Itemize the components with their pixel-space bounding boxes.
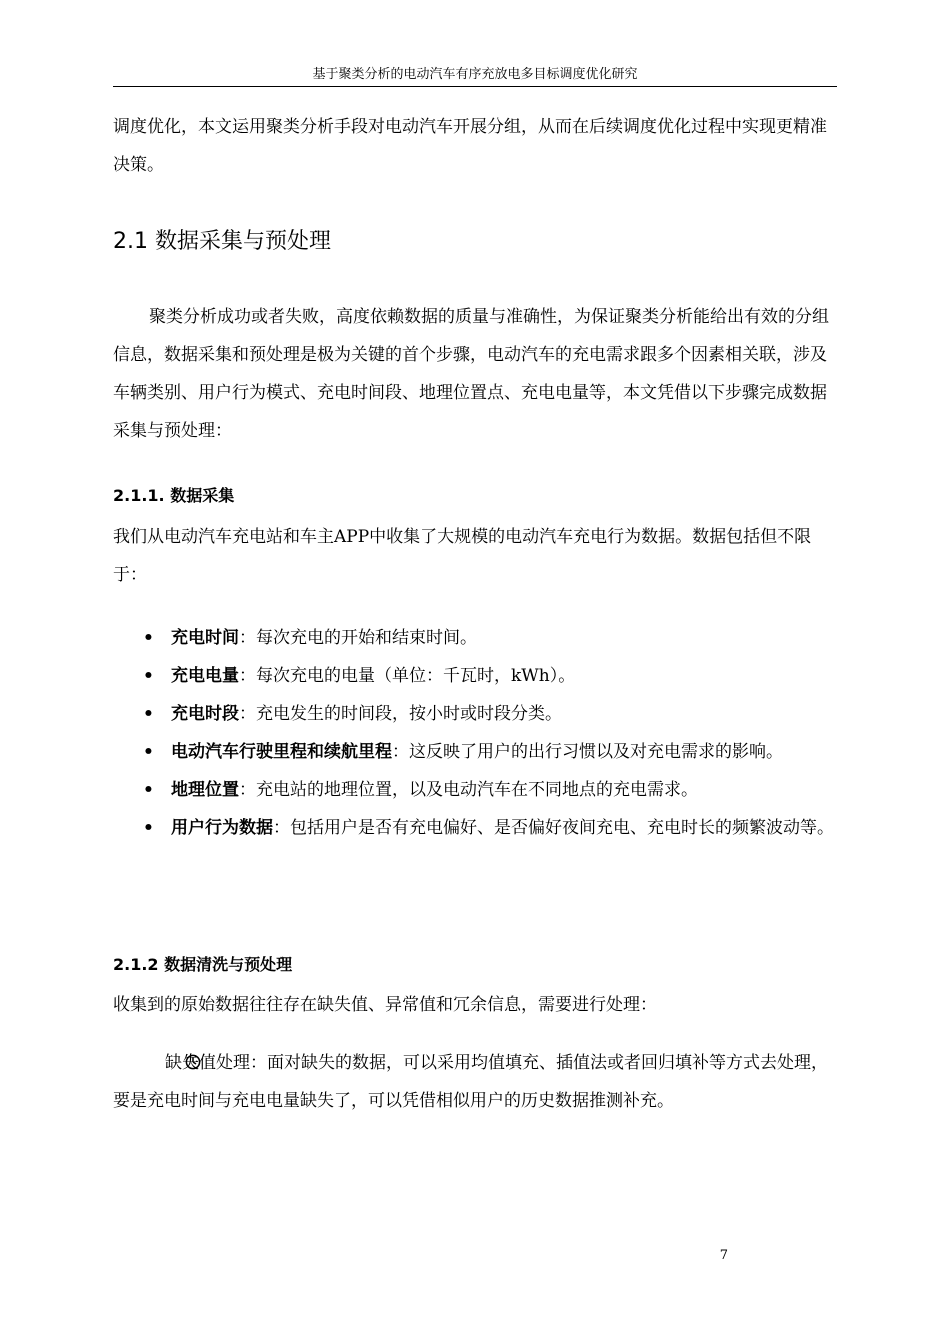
bullet-icon: • [143, 818, 154, 838]
item-desc: ：每次充电的电量（单位：千瓦时，kWh）。 [239, 666, 576, 686]
item-term: 地理位置 [171, 780, 239, 800]
bullet-icon: • [143, 780, 154, 800]
intro-paragraph: 调度优化，本文运用聚类分析手段对电动汽车开展分组，从而在后续调度优化过程中实现更精准决策。 [113, 117, 827, 175]
section-2-1-2-paragraph: 收集到的原始数据往往存在缺失值、异常值和冗余信息，需要进行处理： [113, 995, 657, 1015]
item-term: 用户行为数据 [171, 818, 273, 838]
item-term: 充电时段 [171, 704, 239, 724]
item-term: 充电时间 [171, 628, 239, 648]
item-desc: ：每次充电的开始和结束时间。 [239, 628, 477, 648]
item-desc: ：充电发生的时间段，按小时或时段分类。 [239, 704, 562, 724]
list-item [113, 695, 837, 733]
missing-value-paragraph [113, 1044, 837, 1120]
item-desc: ：充电站的地理位置，以及电动汽车在不同地点的充电需求。 [239, 780, 698, 800]
list-item [113, 809, 837, 847]
clock-icon [149, 1046, 165, 1062]
bullet-icon: • [143, 666, 154, 686]
header-rule [113, 86, 837, 87]
section-2-1-1-paragraph: 我们从电动汽车充电站和车主APP中收集了大规模的电动汽车充电行为数据。数据包括但不限于： [113, 527, 812, 585]
list-item [113, 619, 837, 657]
item-desc: ：这反映了用户的出行习惯以及对充电需求的影响。 [392, 742, 783, 762]
bullet-icon: • [143, 742, 154, 762]
list-item [113, 657, 837, 695]
item-desc: ：包括用户是否有充电偏好、是否偏好夜间充电、充电时长的频繁波动等。 [273, 818, 834, 838]
data-items-list [113, 619, 837, 847]
item-term: 充电电量 [171, 666, 239, 686]
section-2-1-paragraph: 聚类分析成功或者失败，高度依赖数据的质量与准确性，为保证聚类分析能给出有效的分组信息，数据采集和预处理是极为关键的首个步骤，电动汽车的充电需求跟多个因素相关联，涉及车辆类别、用户行为模式、充电时间段、地理位置点、充电电量等，本文凭借以下步骤完成数据采集与预处理： [113, 307, 829, 441]
subsection-title-2-1-2: 2.1.2 数据清洗与预处理 [113, 955, 293, 974]
bullet-icon: • [143, 628, 154, 648]
running-header: 基于聚类分析的电动汽车有序充放电多目标调度优化研究 [312, 67, 638, 82]
page-number: 7 [719, 1248, 728, 1263]
missing-value-text: 缺失值处理：面对缺失的数据，可以采用均值填充、插值法或者回归填补等方式去处理，要是充电时间与充电电量缺失了，可以凭借相似用户的历史数据推测补充。 [113, 1053, 828, 1111]
list-item [113, 771, 837, 809]
list-item [113, 733, 837, 771]
subsection-title-2-1-1: 2.1.1. 数据采集 [113, 486, 235, 505]
bullet-icon: • [143, 704, 154, 724]
section-title-2-1: 2.1 数据采集与预处理 [113, 229, 331, 254]
item-term: 电动汽车行驶里程和续航里程 [171, 742, 392, 762]
